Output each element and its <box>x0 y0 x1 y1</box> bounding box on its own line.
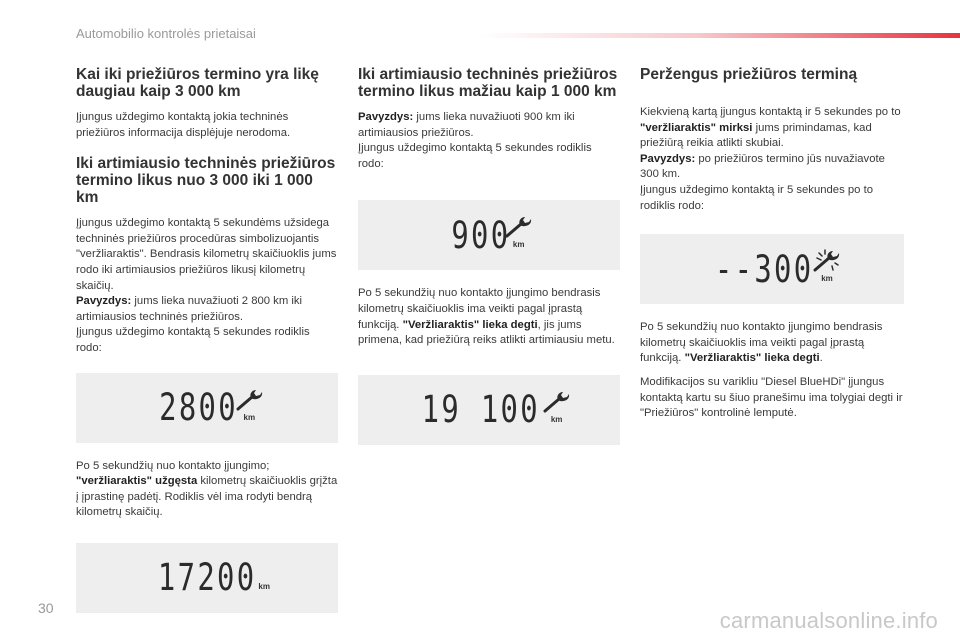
example-text: po priežiūros termino jūs nuvažiavote 300 km. <box>640 152 885 181</box>
paragraph-no-info: Įjungus uždegimo kontaktą jokia techninės priežiūros informacija displėjuje nerodoma. <box>76 111 291 139</box>
paragraph-wrench-stays <box>640 320 904 367</box>
odometer-digits: 19 100 <box>421 388 541 432</box>
km-unit: km <box>243 412 256 422</box>
wrench-icon <box>236 388 264 412</box>
wrench-indicator <box>236 388 266 428</box>
km-unit: km <box>258 582 270 592</box>
example-label: Pavyzdys: <box>640 152 696 165</box>
odometer-display-900 <box>358 200 620 270</box>
paragraph-bluehdi: Modifikacijos su varikliu "Diesel BlueHDi" įjungus kontaktą kartu su šiuo pranešimu ima tolygiai degti ir "Priežiūros" kontrolinė lemputė. <box>640 375 903 420</box>
text-part: Kiekvieną kartą įjungus kontaktą ir 5 sekundes po to <box>640 106 901 118</box>
page-header-title: Automobilio kontrolės prietaisai <box>76 26 256 41</box>
column-1 <box>76 66 338 629</box>
text-part: Po 5 sekundžių nuo kontakto įjungimo bendrasis kilometrų skaičiuoklis ima veikti pagal įprastą funkciją. <box>358 287 601 331</box>
text-part: . <box>819 352 823 365</box>
paragraph-wrench-off <box>76 459 338 521</box>
example-text: jums lieka nuvažiuoti 900 km iki artimiausios priežiūros. <box>358 111 575 139</box>
odometer-digits: 2800 <box>159 386 239 430</box>
heading-less-than-1000: Iki artimiausio techninės priežiūros termino likus mažiau kaip 1 000 km <box>358 66 618 100</box>
wrench-indicator <box>813 249 843 289</box>
text-bold: "veržliaraktis" užgęsta <box>76 475 198 488</box>
heading-3000-to-1000: Iki artimiausio techninės priežiūros termino likus nuo 3 000 iki 1 000 km <box>76 155 336 207</box>
text-bold: "veržliaraktis" mirksi <box>640 121 753 134</box>
text-part: jums primindamas, kad priežiūrą reikia atlikti skubiai. <box>640 121 872 150</box>
odometer-display-2800 <box>76 373 338 443</box>
paragraph-wrench-stays <box>358 286 620 348</box>
paragraph-wrench-blinks <box>640 105 904 152</box>
paragraph-display-shows: Įjungus uždegimo kontaktą ir 5 sekundes po to rodiklis rodo: <box>640 183 873 212</box>
example-text: jums lieka nuvažiuoti 2 800 km iki artimiausios techninės priežiūros. <box>76 295 303 323</box>
wrench-indicator <box>543 390 573 430</box>
wrench-icon <box>543 390 571 414</box>
paragraph-display-shows: Įjungus uždegimo kontaktą 5 sekundes rodiklis rodo: <box>76 326 310 354</box>
paragraph-wrench-lights: Įjungus uždegimo kontaktą 5 sekundėms užsidega techninės priežiūros procedūras simbolizuojantis "veržliaraktis". Bendrasis kilometrų skaičiuoklis jums rodo iki artimiausios priežiūros likusį kilometrų skaičių. <box>76 217 337 292</box>
text-bold: "Veržliaraktis" lieka degti <box>402 318 538 331</box>
text-part: Po 5 sekundžių nuo kontakto įjungimo; <box>76 459 270 472</box>
paragraph-example <box>76 294 338 325</box>
wrench-blinking-icon <box>813 249 841 273</box>
odometer-display-19100 <box>358 375 620 445</box>
odometer-display-17200 <box>76 543 338 613</box>
text-bold: "Veržliaraktis" lieka degti <box>684 352 820 365</box>
text-part: , jis jums primena, kad priežiūrą reiks atlikti artimiausiu metu. <box>358 318 615 347</box>
watermark: carmanualsonline.info <box>719 608 938 633</box>
page-number: 30 <box>38 600 54 616</box>
heading-overdue: Peržengus priežiūros terminą <box>640 66 858 83</box>
odometer-digits: 17200 <box>157 556 257 600</box>
text-part: Po 5 sekundžių nuo kontakto įjungimo bendrasis kilometrų skaičiuoklis ima veikti pagal įprastą funkciją. <box>640 321 883 365</box>
column-2 <box>358 66 620 461</box>
example-label: Pavyzdys: <box>358 111 414 123</box>
heading-more-than-3000: Kai iki priežiūros termino yra likę daugiau kaip 3 000 km <box>76 66 319 100</box>
wrench-indicator <box>505 215 535 255</box>
paragraph-display-shows: Įjungus uždegimo kontaktą 5 sekundes rodiklis rodo: <box>358 142 592 170</box>
km-unit: km <box>821 274 833 284</box>
km-unit: km <box>550 414 563 424</box>
odometer-digits: 900 <box>451 213 511 257</box>
example-label: Pavyzdys: <box>76 295 132 308</box>
header-accent-bar <box>480 33 960 38</box>
paragraph-example <box>358 110 620 141</box>
odometer-display-minus-300 <box>640 234 904 304</box>
paragraph-example <box>640 152 904 183</box>
column-3 <box>640 66 904 430</box>
km-unit: km <box>512 240 525 250</box>
text-part: kilometrų skaičiuoklis grįžta į įprastinę padėtį. Rodiklis vėl ima rodyti bendrą kilometrų skaičių. <box>76 475 338 519</box>
odometer-digits: --300 <box>714 247 814 291</box>
wrench-icon <box>505 215 533 239</box>
